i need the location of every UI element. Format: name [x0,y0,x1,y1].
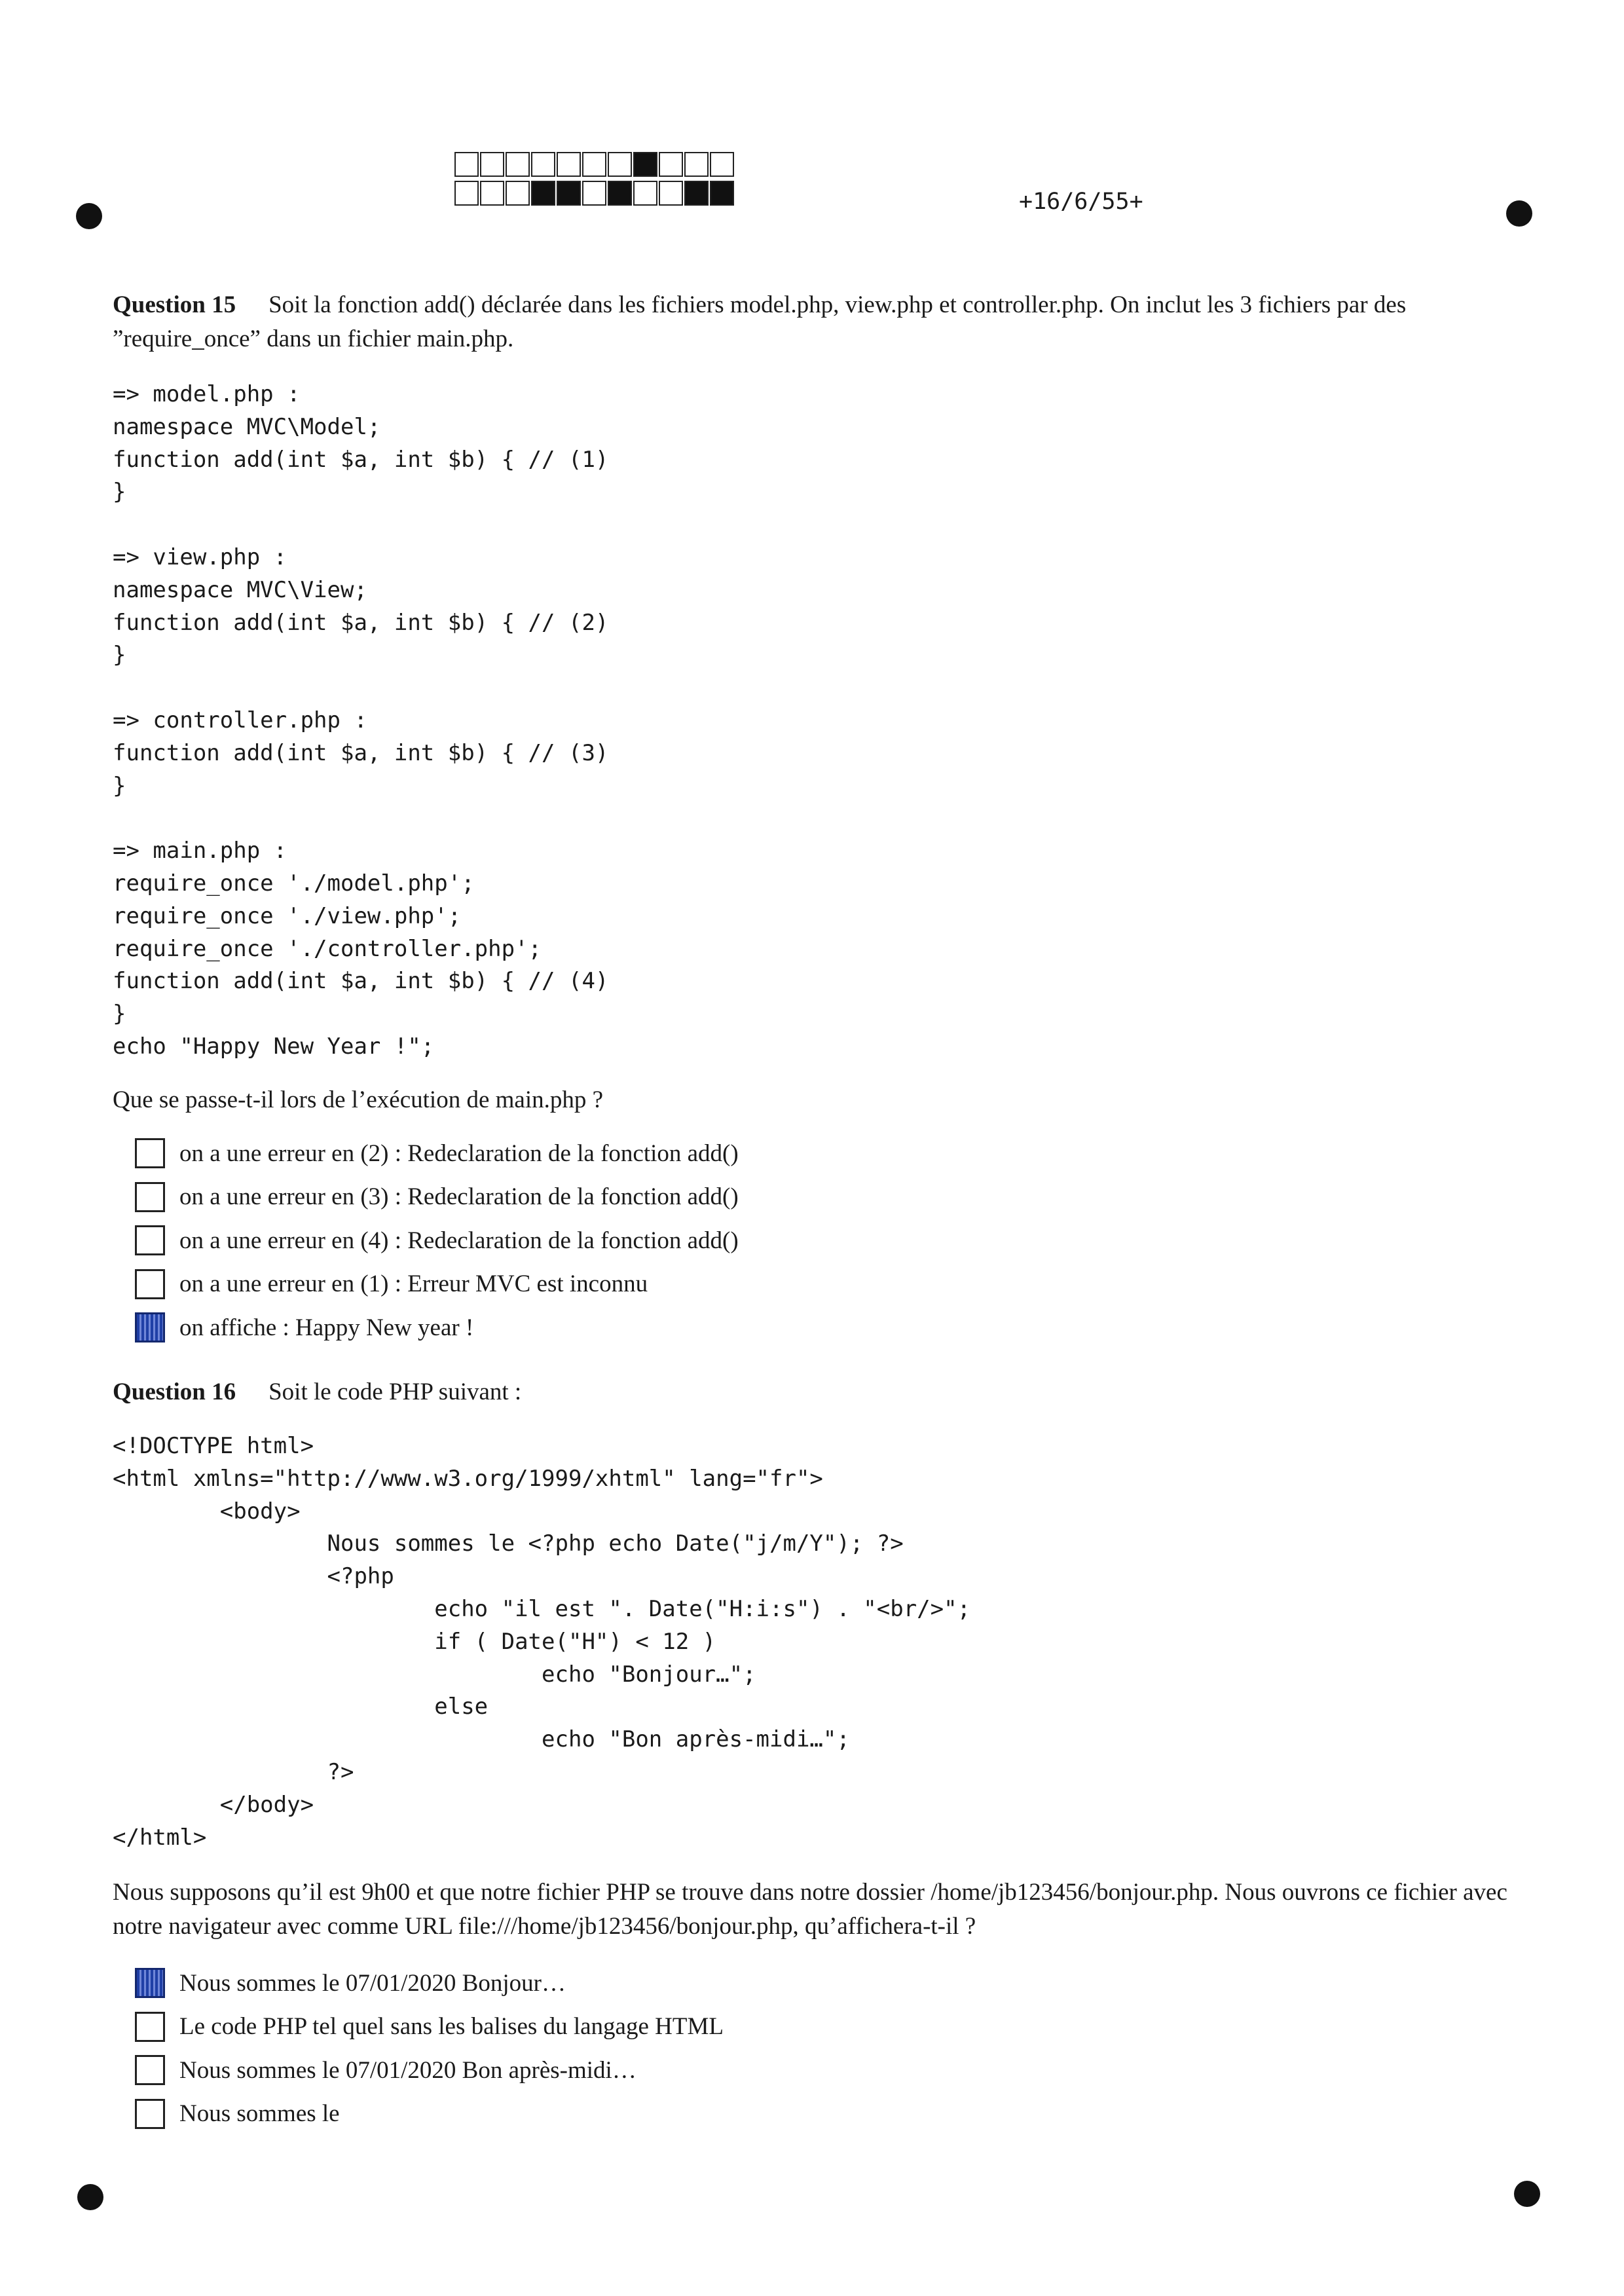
answer-checkbox[interactable] [135,1225,165,1255]
question-15 [113,288,1514,356]
code-grid-cell [506,181,530,206]
code-grid-cell [454,152,479,177]
question-16 [113,1375,1514,1409]
code-grid-cell [710,152,734,177]
answer-label: Le code PHP tel quel sans les balises du langage HTML [179,2013,724,2041]
code-grid-cell [633,181,657,206]
code-grid-cell [684,181,709,206]
code-grid-cell [480,181,504,206]
code-grid-cell [684,152,709,177]
code-grid-row [454,181,735,206]
answer-option[interactable] [135,1263,739,1306]
answer-label: Nous sommes le 07/01/2020 Bon après-midi… [179,2056,637,2084]
code-grid-cell [454,181,479,206]
code-grid-row [454,152,735,177]
code-grid-cell [608,152,632,177]
question-15-statement [113,288,1514,356]
question-16-statement [113,1375,1514,1409]
code-grid-cell [710,181,734,206]
answer-label: on a une erreur en (2) : Redeclaration de la fonction add() [179,1139,739,1167]
answer-label: on a une erreur en (3) : Redeclaration de la fonction add() [179,1183,739,1211]
code-grid-cell [582,152,606,177]
registration-mark-top-right [1506,200,1532,227]
registration-mark-bottom-left [77,2184,103,2210]
registration-mark-top-left [76,203,102,229]
question-15-code: => model.php : namespace MVC\Model; function add(int $a, int $b) { // (1) } => view.php : namespace MVC\View; function add(int $a, int $b) { // (2) } => controller.php : function add(int $a, int $b) { // (3) } => main.php : require_once './model.php'; require_once './view.php'; require_once './controller.php'; function add(int $a, int $b) { // (4) } echo "Happy New Year !"; [113,381,609,1060]
answer-label: Nous sommes le 07/01/2020 Bonjour… [179,1969,566,1997]
code-grid-cell [557,152,581,177]
answer-checkbox[interactable] [135,1968,165,1998]
answer-label: on a une erreur en (4) : Redeclaration de la fonction add() [179,1227,739,1254]
code-grid-cell [480,152,504,177]
answer-option[interactable] [135,2048,724,2092]
question-16-answers [135,1961,724,2136]
code-grid-cell [531,152,555,177]
answer-checkbox[interactable] [135,1182,165,1212]
answer-label: Nous sommes le [179,2100,340,2128]
code-grid-cell [608,181,632,206]
answer-checkbox[interactable] [135,1138,165,1168]
answer-option[interactable] [135,2092,724,2136]
answer-checkbox[interactable] [135,2055,165,2085]
answer-option[interactable] [135,1306,739,1350]
question-15-text: Soit la fonction add() déclarée dans les fichiers model.php, view.php et controller.php. On inclut les 3 fichiers par des ”require_once” dans un fichier main.php. [113,291,1407,352]
code-grid-cell [557,181,581,206]
code-grid-cell [659,152,683,177]
code-grid-cell [633,152,657,177]
answer-checkbox[interactable] [135,1312,165,1342]
answer-checkbox[interactable] [135,2099,165,2129]
answer-option[interactable] [135,1176,739,1219]
answer-option[interactable] [135,1132,739,1176]
answer-option[interactable] [135,1219,739,1263]
answer-option[interactable] [135,2005,724,2049]
question-16-label: Question 16 [113,1379,236,1405]
answer-option[interactable] [135,1961,724,2005]
answer-label: on affiche : Happy New year ! [179,1314,474,1341]
code-grid-cell [531,181,555,206]
question-16-code: <!DOCTYPE html> <html xmlns="http://www.w3.org/1999/xhtml" lang="fr"> <body> Nous sommes le <?php echo Date("j/m/Y"); ?> <?php echo "il est ". Date("H:i:s") . "<br/>"; if ( Date("H") < 12 ) echo "Bonjour…"; else echo "Bon après-midi…"; ?> </body> </html> [113,1433,971,1851]
question-15-answers [135,1132,739,1350]
page-code-grid [454,152,735,210]
code-grid-cell [506,152,530,177]
page-id: +16/6/55+ [1019,189,1143,215]
question-16-text: Soit le code PHP suivant : [268,1379,522,1405]
question-15-prompt: Que se passe-t-il lors de l’exécution de main.php ? [113,1086,604,1113]
question-16-prompt: Nous supposons qu’il est 9h00 et que notre fichier PHP se trouve dans notre dossier /home/jb123456/bonjour.php. Nous ouvrons ce fichier avec notre navigateur avec comme URL file:///home/jb123456/bonjour.php, qu’affichera-t-il ? [113,1879,1507,1940]
answer-checkbox[interactable] [135,2012,165,2042]
question-15-label: Question 15 [113,291,236,318]
registration-mark-bottom-right [1514,2181,1540,2207]
code-grid-cell [659,181,683,206]
answer-checkbox[interactable] [135,1269,165,1299]
code-grid-cell [582,181,606,206]
answer-label: on a une erreur en (1) : Erreur MVC est inconnu [179,1270,648,1298]
